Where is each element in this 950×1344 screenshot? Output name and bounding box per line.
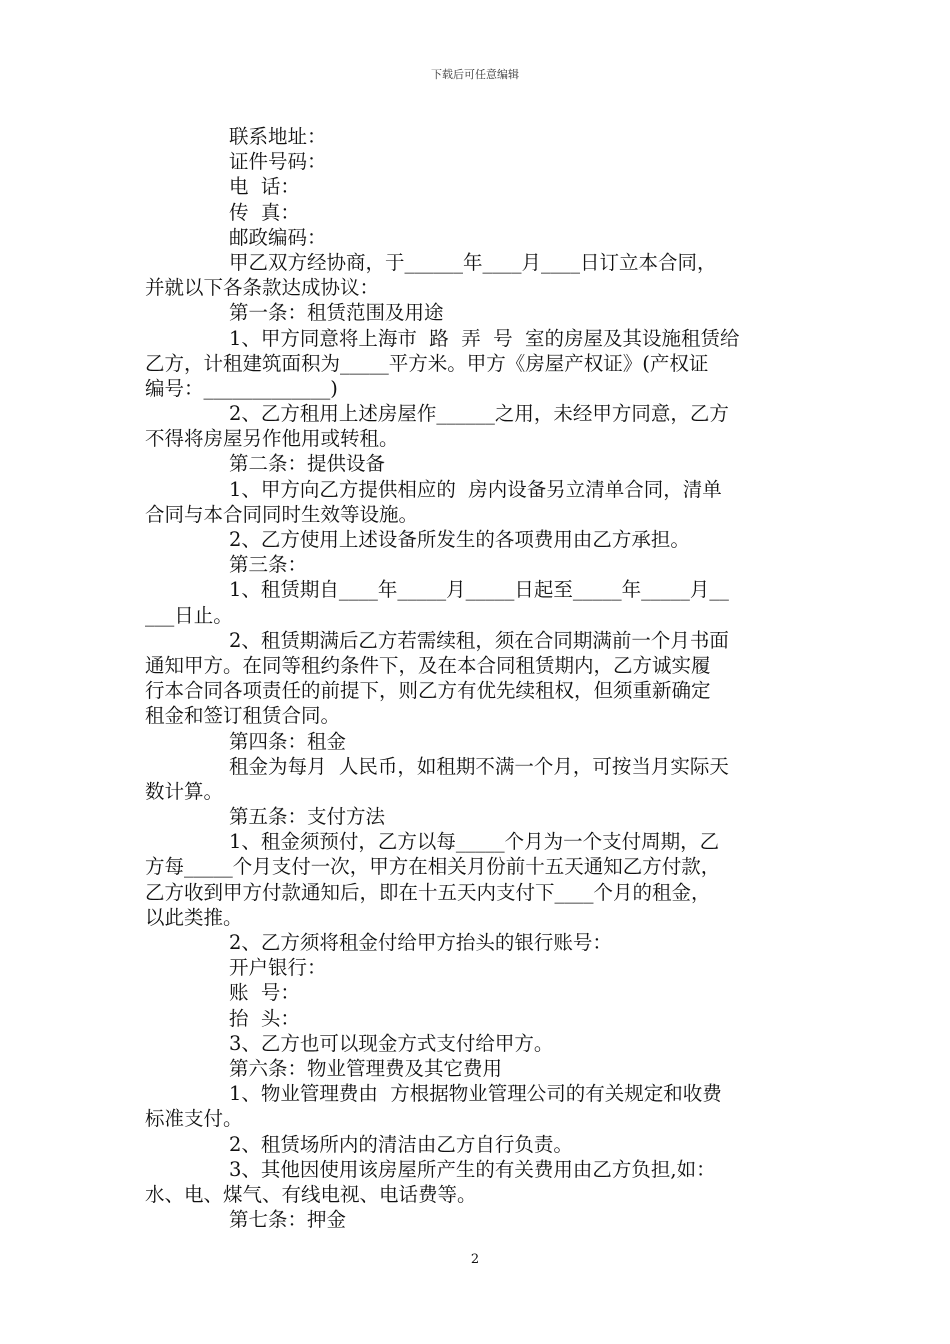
contract-body (145, 124, 807, 1232)
text-line: 3、其他因使用该房屋所产生的有关费用由乙方负担,如： (229, 1157, 716, 1181)
text-line: 3、乙方也可以现金方式支付给甲方。 (229, 1031, 554, 1055)
text-line: 第七条：押金 (229, 1208, 347, 1232)
text-line: 水、电、煤气、有线电视、电话费等。 (145, 1182, 477, 1206)
text-line: 不得将房屋另作他用或转租。 (145, 427, 399, 451)
text-line: 1、租金须预付，乙方以每_____个月为一个支付周期，乙 (229, 830, 720, 854)
text-line: 联系地址： (229, 125, 327, 148)
page-number: 2 (470, 1252, 480, 1267)
text-line: 第四条：租金 (229, 729, 347, 753)
text-line: 账 号： (229, 981, 300, 1005)
text-line: 乙方，计租建筑面积为_____平方米。甲方《房屋产权证》(产权证 (145, 351, 709, 375)
text-line: 抬 头： (229, 1006, 300, 1030)
text-line: 1、甲方同意将上海市 路 弄 号 室的房屋及其设施租赁给 (229, 326, 740, 350)
text-line: 2、乙方租用上述房屋作______之用，未经甲方同意，乙方 (229, 402, 729, 426)
text-line: 通知甲方。在同等租约条件下，及在本合同租赁期内，乙方诚实履 (145, 653, 711, 677)
text-line: 乙方收到甲方付款通知后，即在十五天内支付下____个月的租金， (145, 880, 711, 904)
text-line: 2、租赁期满后乙方若需续租，须在合同期满前一个月书面 (229, 628, 729, 652)
text-line: 传 真： (229, 200, 300, 224)
text-line: 第五条：支付方法 (229, 805, 386, 829)
text-line: 2、租赁场所内的清洁由乙方自行负责。 (229, 1132, 573, 1156)
text-line: 证件号码： (229, 150, 327, 174)
text-line: 第二条：提供设备 (229, 452, 386, 476)
text-line: 租金为每月 人民币，如租期不满一个月，可按当月实际天 (229, 754, 729, 778)
text-line: ___日止。 (145, 603, 233, 627)
page-header: 下载后可任意编辑 (431, 68, 519, 81)
text-line: 数计算。 (145, 779, 224, 803)
text-line: 第三条： (229, 553, 308, 577)
text-line: 甲乙双方经协商，于______年____月____日订立本合同， (229, 250, 717, 274)
text-line: 标准支付。 (145, 1107, 243, 1131)
text-line: 1、甲方向乙方提供相应的 房内设备另立清单合同，清单 (229, 477, 722, 501)
text-line: 编号：_____________) (145, 376, 338, 400)
text-line: 租金和签订租赁合同。 (145, 704, 341, 728)
text-line: 方每_____个月支付一次，甲方在相关月份前十五天通知乙方付款， (145, 855, 721, 879)
text-line: 第六条：物业管理费及其它费用 (229, 1056, 503, 1080)
text-line: 电 话： (229, 175, 300, 199)
text-line: 邮政编码： (229, 225, 327, 249)
text-line: 1、租赁期自____年_____月_____日起至_____年_____月__ (229, 578, 729, 602)
text-line: 行本合同各项责任的前提下，则乙方有优先续租权，但须重新确定 (145, 679, 711, 703)
text-line: 1、物业管理费由 方根据物业管理公司的有关规定和收费 (229, 1082, 722, 1106)
text-line: 开户银行： (229, 956, 327, 980)
text-line: 2、乙方使用上述设备所发生的各项费用由乙方承担。 (229, 528, 690, 551)
text-line: 2、乙方须将租金付给甲方抬头的银行账号： (229, 931, 612, 954)
text-line: 合同与本合同同时生效等设施。 (145, 502, 419, 526)
text-line: 以此类推。 (145, 905, 243, 929)
text-line: 并就以下各条款达成协议： (145, 276, 380, 300)
text-line: 第一条：租赁范围及用途 (229, 301, 444, 325)
